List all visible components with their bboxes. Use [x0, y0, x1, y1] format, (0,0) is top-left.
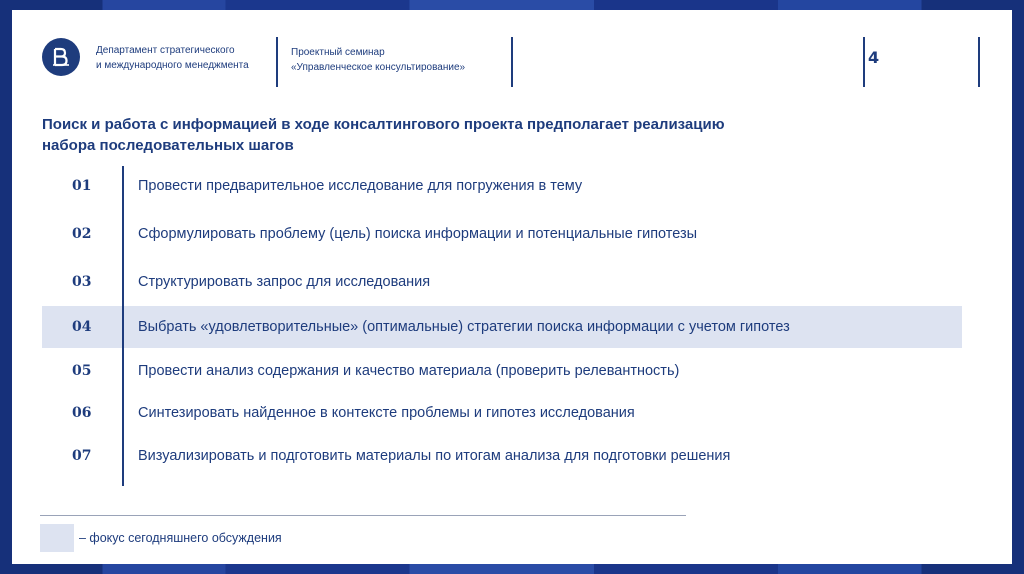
step-item: [42, 262, 962, 302]
step-item: [42, 351, 962, 391]
step-text: Провести анализ содержания и качество материала (проверить релевантность): [138, 363, 680, 379]
step-item: [42, 393, 962, 433]
hse-logo-icon: [42, 38, 80, 76]
step-number: 07: [72, 448, 92, 464]
step-number: 05: [72, 363, 92, 379]
step-item: [42, 214, 962, 254]
legend-text: – фокус сегодняшнего обсуждения: [79, 531, 282, 545]
step-number: 02: [72, 226, 92, 242]
step-item-highlighted: [42, 306, 962, 348]
step-text: Визуализировать и подготовить материалы по итогам анализа для подготовки решения: [138, 448, 731, 464]
header-divider-2: [511, 37, 513, 87]
legend-swatch: [40, 524, 74, 552]
department-name: [96, 43, 249, 73]
header-divider-1: [276, 37, 278, 87]
header-divider-4: [978, 37, 980, 87]
step-text: Выбрать «удовлетворительные» (оптимальные) стратегии поиска информации с учетом гипотез: [138, 319, 790, 335]
steps-list: [42, 166, 962, 496]
header-divider-3: [863, 37, 865, 87]
step-number: 04: [72, 319, 92, 335]
step-number: 01: [72, 178, 92, 194]
step-number: 06: [72, 405, 92, 421]
seminar-line-1: Проектный семинар: [291, 47, 385, 58]
footer-rule: [40, 515, 686, 516]
step-text: Провести предварительное исследование для погружения в тему: [138, 178, 583, 194]
department-line-1: Департамент стратегического: [96, 45, 235, 56]
step-number: 03: [72, 274, 92, 290]
steps-divider: [122, 166, 124, 486]
step-item: [42, 166, 962, 206]
step-text: Синтезировать найденное в контексте проблемы и гипотез исследования: [138, 405, 635, 421]
step-text: Сформулировать проблему (цель) поиска информации и потенциальные гипотезы: [138, 226, 698, 242]
step-item: [42, 436, 962, 476]
page-title: Поиск и работа с информацией в ходе консалтингового проекта предполагает реализацию набора последовательных шагов: [42, 116, 725, 154]
seminar-name: [291, 45, 465, 75]
department-line-2: и международного менеджмента: [96, 60, 249, 71]
slide: [12, 10, 1012, 564]
hse-logo-mark: [48, 44, 74, 70]
step-text: Структурировать запрос для исследования: [138, 274, 431, 290]
seminar-line-2: «Управленческое консультирование»: [291, 62, 466, 73]
page-number: 4: [868, 48, 880, 67]
